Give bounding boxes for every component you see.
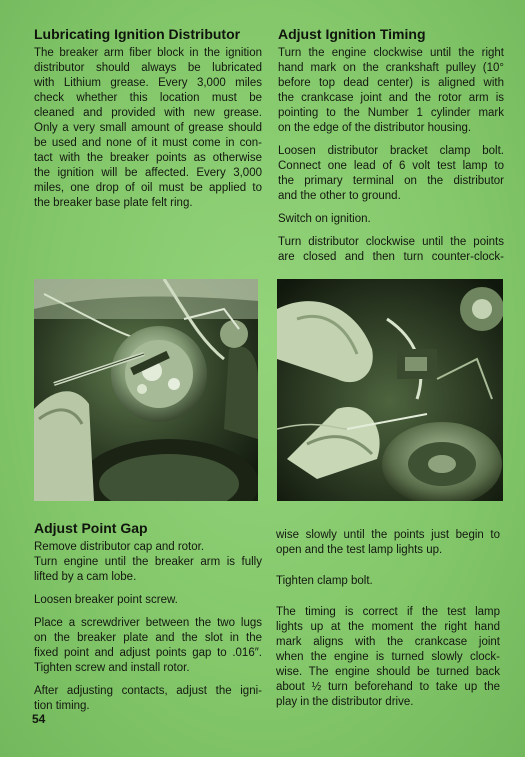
point-gap-para-2: Loosen breaker point screw. [34,594,178,606]
page-number: 54 [32,712,46,726]
timing-para-1: Turn the engine clockwise until the right hand mark on the crankshaft pulley (10° before top dead center) is aligned with the crankcase joint and the rotor arm is pointing to the Number 1 cylinder mark on the edge of the distributor housing. [278,47,504,134]
section-lubricating [34,26,262,211]
point-gap-para-1: Remove distributor cap and rotor. Turn engine until the breaker arm is fully lifted by a cam lobe. [34,541,262,583]
point-gap-para-3: Place a screwdriver between the two lugs on the breaker plate and the slot in the fixed point and adjust points gap to .016″. Tighten screw and install rotor. [34,617,262,674]
section-timing [278,26,504,265]
point-gap-para-4: After adjusting contacts, adjust the igni- tion timing. [34,685,262,712]
lubricating-text: The breaker arm fiber block in the ignition distributor should always be lubricated with Lithium grease. Every 3,000 miles check whether this location must be cleaned and provided with new grease. Only a very small amount of grease should be used and none of it must come in con- tact with the breaker points as otherwise the ignition will be affected. Every 3,000 miles, one drop of oil must be applied to the breaker base plate felt ring. [34,47,262,209]
photo-ignition-timing [277,279,503,501]
photo-distributor-point-gap [34,279,258,501]
timing-cont-para-1: wise slowly until the points just begin to open and the test lamp lights up. [276,529,500,556]
timing-cont-para-3: The timing is correct if the test lamp lights up at the moment the right hand mark aligns with the crankcase joint when the engine is turned slowly clock- wise. The engine should be turned back about ½ turn beforehand to take up the play in the distributor drive. [276,606,500,708]
photo-distributor-point-gap-image [34,279,258,501]
timing-para-4: Turn distributor clockwise until the points are closed and then turn counter-clock- [278,236,504,263]
timing-para-3: Switch on ignition. [278,213,371,225]
section-point-gap [34,520,262,714]
section-title-timing: Adjust Ignition Timing [278,26,426,42]
timing-para-2: Loosen distributor bracket clamp bolt. Connect one lead of 6 volt test lamp to the primary terminal on the distributor and the other to ground. [278,145,504,202]
section-timing-continued [276,528,500,710]
section-title-point-gap: Adjust Point Gap [34,520,148,536]
photo-ignition-timing-image [277,279,503,501]
timing-cont-para-2: Tighten clamp bolt. [276,575,373,587]
section-title-lubricating: Lubricating Ignition Distributor [34,26,241,42]
